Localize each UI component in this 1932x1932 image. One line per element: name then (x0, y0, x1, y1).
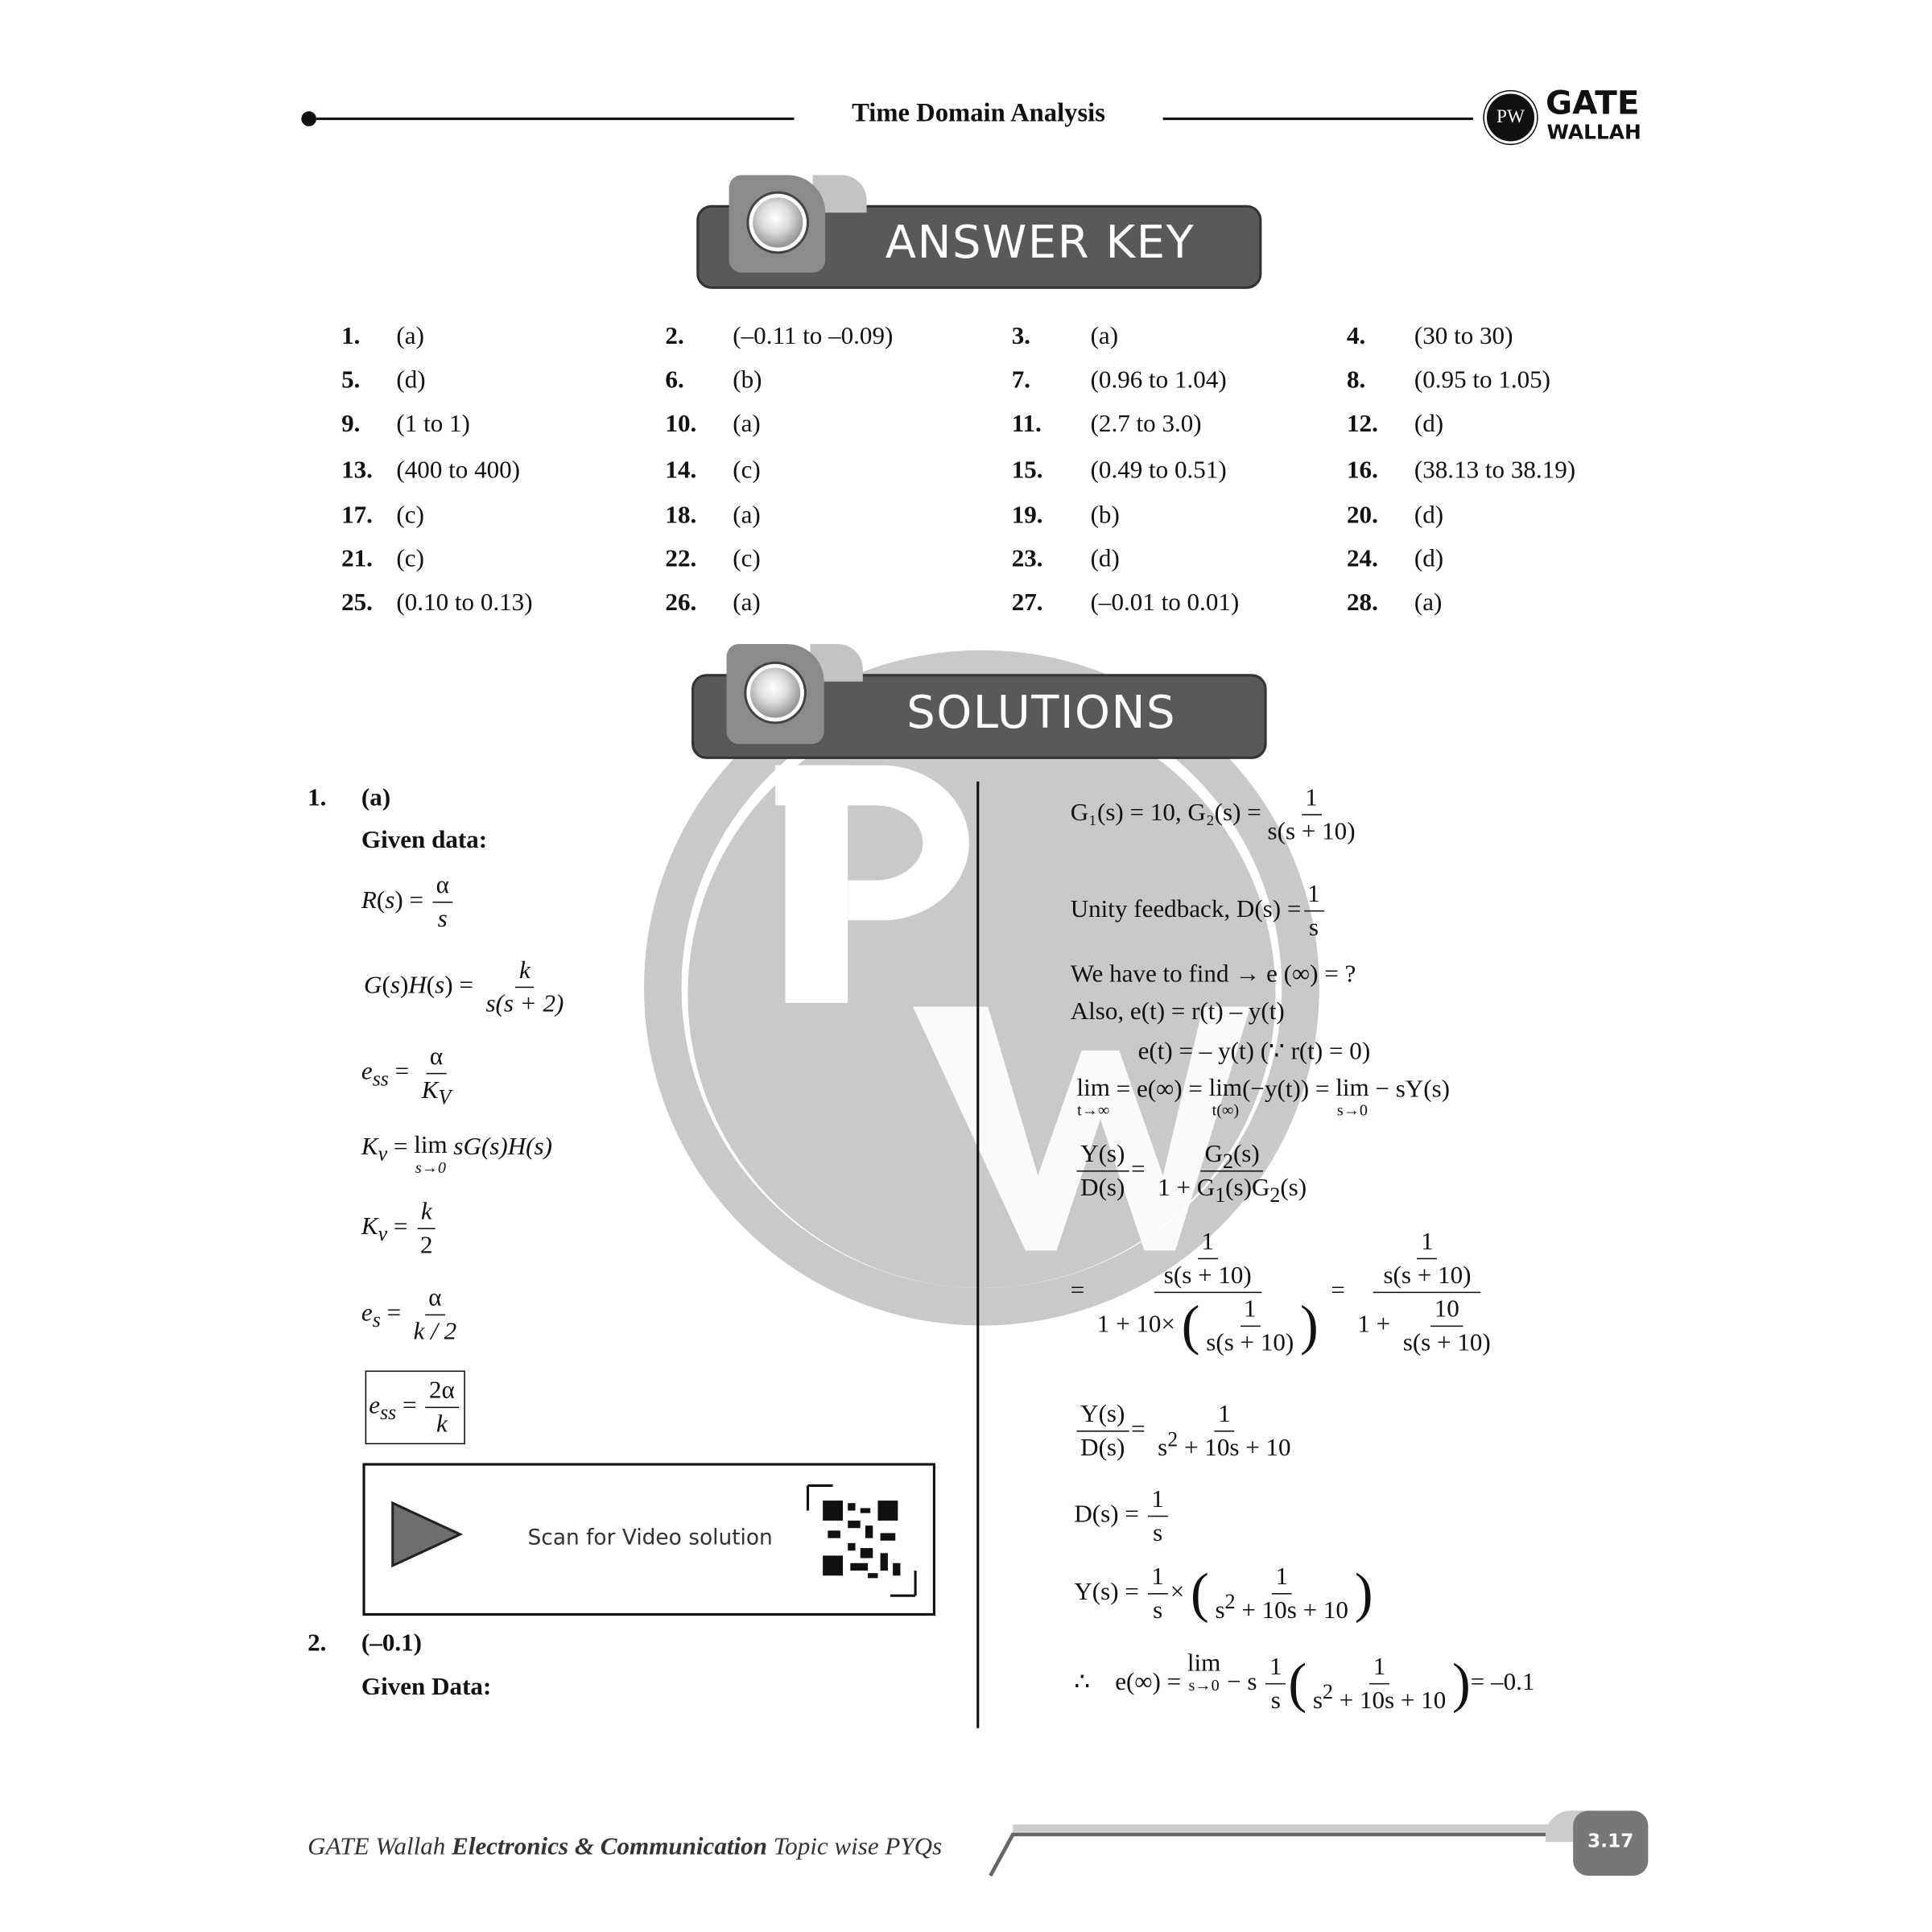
video-label: Scan for Video solution (527, 1525, 773, 1551)
eq-ess: $e_{ss}$ = $\frac{\alpha}{K_V}$ (361, 1040, 457, 1106)
answer-value: (b) (1090, 501, 1120, 530)
answer-key-item (1012, 545, 1120, 574)
header-rule-left (308, 118, 794, 120)
answer-value: (a) (1090, 322, 1119, 350)
eq-transfer: $\frac{Y(s)}{D(s)}$ = $\frac{1}{s^2 + 10s + 10}$ (1074, 1398, 1297, 1464)
answer-key-item (1012, 589, 1240, 618)
answer-key-item (1347, 456, 1575, 485)
question-number: 9. (341, 410, 361, 438)
answer-key-item (1347, 545, 1443, 574)
eq-unity-feedback: Unity feedback, D(s) = $\frac{1}{s}$ (1071, 877, 1327, 943)
eq-ds: D(s) = $\frac{1}{s}$ (1074, 1483, 1170, 1549)
logo-wallah: WALLAH (1546, 120, 1641, 144)
eq-unity-text: Unity feedback, D(s) = (1070, 895, 1302, 923)
solutions-title: SOLUTIONS (906, 687, 1177, 740)
logo-mark: PW (1484, 91, 1537, 143)
question-number: 5. (341, 366, 361, 394)
q1-answer: (a) (361, 783, 391, 812)
eq-y-over-d: $\frac{Y(s)}{D(s)}$ = $\frac{G_2(s)}{1 + G_1(s)G_2(s)}$ (1074, 1138, 1313, 1204)
answer-key-item (1347, 323, 1513, 352)
eq-kv: $K_v$ = $\frac{k}{2}$ (361, 1195, 439, 1261)
question-number: 1. (341, 322, 361, 350)
eq-ys: Y(s) = $\frac{1}{s}$ × ( $\frac{1}{s^2 + 10s + 10}$ ) (1074, 1561, 1373, 1627)
question-number: 10. (665, 410, 697, 438)
footer-subject: Electronics & Communication (452, 1833, 767, 1861)
question-number: 4. (1347, 322, 1366, 350)
q2-number: 2. (308, 1629, 327, 1657)
question-number: 28. (1347, 588, 1378, 617)
answer-value: (1 to 1) (396, 410, 470, 438)
eq-final: ∴ e(∞) = lim s→0 − s $\frac{1}{s}$ ( $\frac{1}{s^2 + 10s + 10}$ )= –0.1 (1074, 1649, 1535, 1715)
question-number: 7. (1011, 366, 1031, 394)
eq-g1-g2: G₁(s) = 10, G₂(s) = $\frac{1}{s(s + 10)}$ (1071, 782, 1362, 848)
answer-key-item (665, 323, 893, 352)
question-number: 11. (1011, 410, 1042, 438)
answer-value: (c) (733, 456, 761, 485)
answer-value: (30 to 30) (1414, 322, 1513, 350)
question-number: 16. (1347, 456, 1378, 485)
eq-find: We have to find → e (∞) = ? (1070, 960, 1356, 989)
question-number: 25. (341, 588, 373, 617)
answer-key-item (665, 456, 760, 485)
answer-key-item (1012, 411, 1202, 440)
answer-key-title: ANSWER KEY (885, 217, 1195, 269)
answer-value: (d) (1414, 410, 1444, 438)
eq-g1-g2-text: G₁(s) = 10, G₂(s) = (1070, 799, 1261, 827)
q1-given-heading: Given data: (361, 826, 488, 854)
answer-value: (c) (396, 545, 424, 573)
answer-value: (d) (396, 366, 426, 394)
footer-text (308, 1833, 942, 1862)
eq-substitution: = $\frac{1}{s(s + 10)}$ 1 + 10× ( $\frac{1}{s(s + 10)}$ ) = $\frac{1}{s(s + 10)}$ 1 + $\frac{10}{s(s + 10)}$ (1071, 1225, 1504, 1359)
answer-value: (b) (733, 366, 762, 394)
answer-key-item (665, 366, 762, 395)
video-solution-box[interactable] (362, 1463, 935, 1616)
answer-value: (0.95 to 1.05) (1414, 366, 1551, 394)
answer-key-item (341, 545, 424, 574)
answer-key-item (341, 366, 426, 395)
eq-r-s: R(s) = $\frac{\alpha}{s}$ (361, 869, 456, 935)
final-result: = –0.1 (1470, 1668, 1535, 1696)
eq-ess-boxed: $e_{ss}$ = $\frac{2\alpha}{k}$ (365, 1371, 465, 1445)
eq-et: e(t) = – y(t) (∵ r(t) = 0) (1137, 1038, 1371, 1066)
banner-knob-icon (746, 664, 803, 721)
answer-key-item (1012, 323, 1118, 352)
answer-key-item (1012, 366, 1227, 395)
question-number: 8. (1347, 366, 1366, 394)
answer-key-item (665, 545, 760, 574)
answer-key-item (1012, 456, 1227, 485)
answer-value: (c) (396, 501, 424, 530)
column-divider (976, 782, 979, 1728)
question-number: 20. (1347, 501, 1378, 530)
page-number: 3.17 (1573, 1810, 1648, 1876)
answer-key-item (1347, 411, 1443, 440)
question-number: 14. (665, 456, 697, 485)
answer-value: (d) (1414, 545, 1444, 573)
question-number: 26. (665, 588, 697, 617)
answer-value: (–0.01 to 0.01) (1090, 588, 1240, 617)
answer-value: (400 to 400) (396, 456, 521, 485)
question-number: 19. (1011, 501, 1043, 530)
banner-knob-icon (749, 194, 806, 251)
answer-key-item (1012, 502, 1120, 530)
footer-rule (988, 1819, 1582, 1880)
eq-also: Also, e(t) = r(t) – y(t) (1070, 997, 1285, 1026)
answer-value: (a) (1414, 588, 1443, 617)
answer-value: (a) (733, 588, 761, 617)
question-number: 6. (665, 366, 684, 394)
answer-value: (a) (733, 410, 761, 438)
question-number: 12. (1347, 410, 1378, 438)
answer-value: (0.49 to 0.51) (1090, 456, 1227, 485)
answer-value: (a) (396, 322, 424, 350)
question-number: 15. (1011, 456, 1043, 485)
answer-key-item (665, 502, 760, 530)
answer-key-item (1347, 366, 1550, 395)
answer-value: (a) (733, 501, 761, 530)
footer-brand: GATE Wallah (308, 1833, 452, 1861)
eq-kv-lim: $K_v = \lim$ s→0 sG(s)H(s) (361, 1131, 552, 1177)
answer-key-item (665, 589, 760, 618)
q2-answer: (–0.1) (361, 1629, 423, 1657)
answer-value: (2.7 to 3.0) (1090, 410, 1202, 438)
q2-given-heading: Given Data: (361, 1673, 492, 1701)
answer-key-item (341, 589, 533, 618)
answer-key-item (1347, 589, 1442, 618)
logo-gate: GATE (1546, 85, 1640, 123)
answer-key-item (665, 411, 760, 440)
answer-value: (0.10 to 0.13) (396, 588, 533, 617)
question-number: 23. (1011, 545, 1043, 573)
answer-key-item (341, 323, 424, 352)
eq-es: $e_s$ = $\frac{\alpha}{k / 2}$ (361, 1282, 463, 1348)
question-number: 17. (341, 501, 373, 530)
question-number: 22. (665, 545, 697, 573)
answer-value: (0.96 to 1.04) (1090, 366, 1227, 394)
q1-number: 1. (308, 783, 327, 812)
answer-value: (d) (1414, 501, 1444, 530)
page-title: Time Domain Analysis (852, 97, 1105, 128)
question-number: 21. (341, 545, 373, 573)
question-number: 24. (1347, 545, 1378, 573)
answer-value: (–0.11 to –0.09) (733, 322, 894, 350)
play-icon[interactable] (390, 1501, 463, 1568)
question-number: 3. (1011, 322, 1031, 350)
answer-key-item (341, 502, 424, 530)
header-rule-right (1163, 118, 1473, 120)
question-number: 13. (341, 456, 373, 485)
footer-series: Topic wise PYQs (766, 1833, 943, 1861)
qr-code-icon[interactable] (805, 1483, 918, 1598)
question-number: 27. (1011, 588, 1043, 617)
answer-key-item (341, 456, 520, 485)
answer-key-item (1347, 502, 1443, 530)
question-number: 2. (665, 322, 684, 350)
eq-limits: lim t→∞ = e(∞) = lim t(∞) (−y(t)) = lim s→0 − sY(s) (1076, 1074, 1451, 1120)
answer-value: (c) (733, 545, 761, 573)
answer-key-item (341, 411, 470, 440)
question-number: 18. (665, 501, 697, 530)
answer-value: (38.13 to 38.19) (1414, 456, 1576, 485)
eq-gh: G(s)H(s) = $\frac{k}{s(s + 2)}$ (364, 954, 570, 1020)
answer-value: (d) (1090, 545, 1120, 573)
